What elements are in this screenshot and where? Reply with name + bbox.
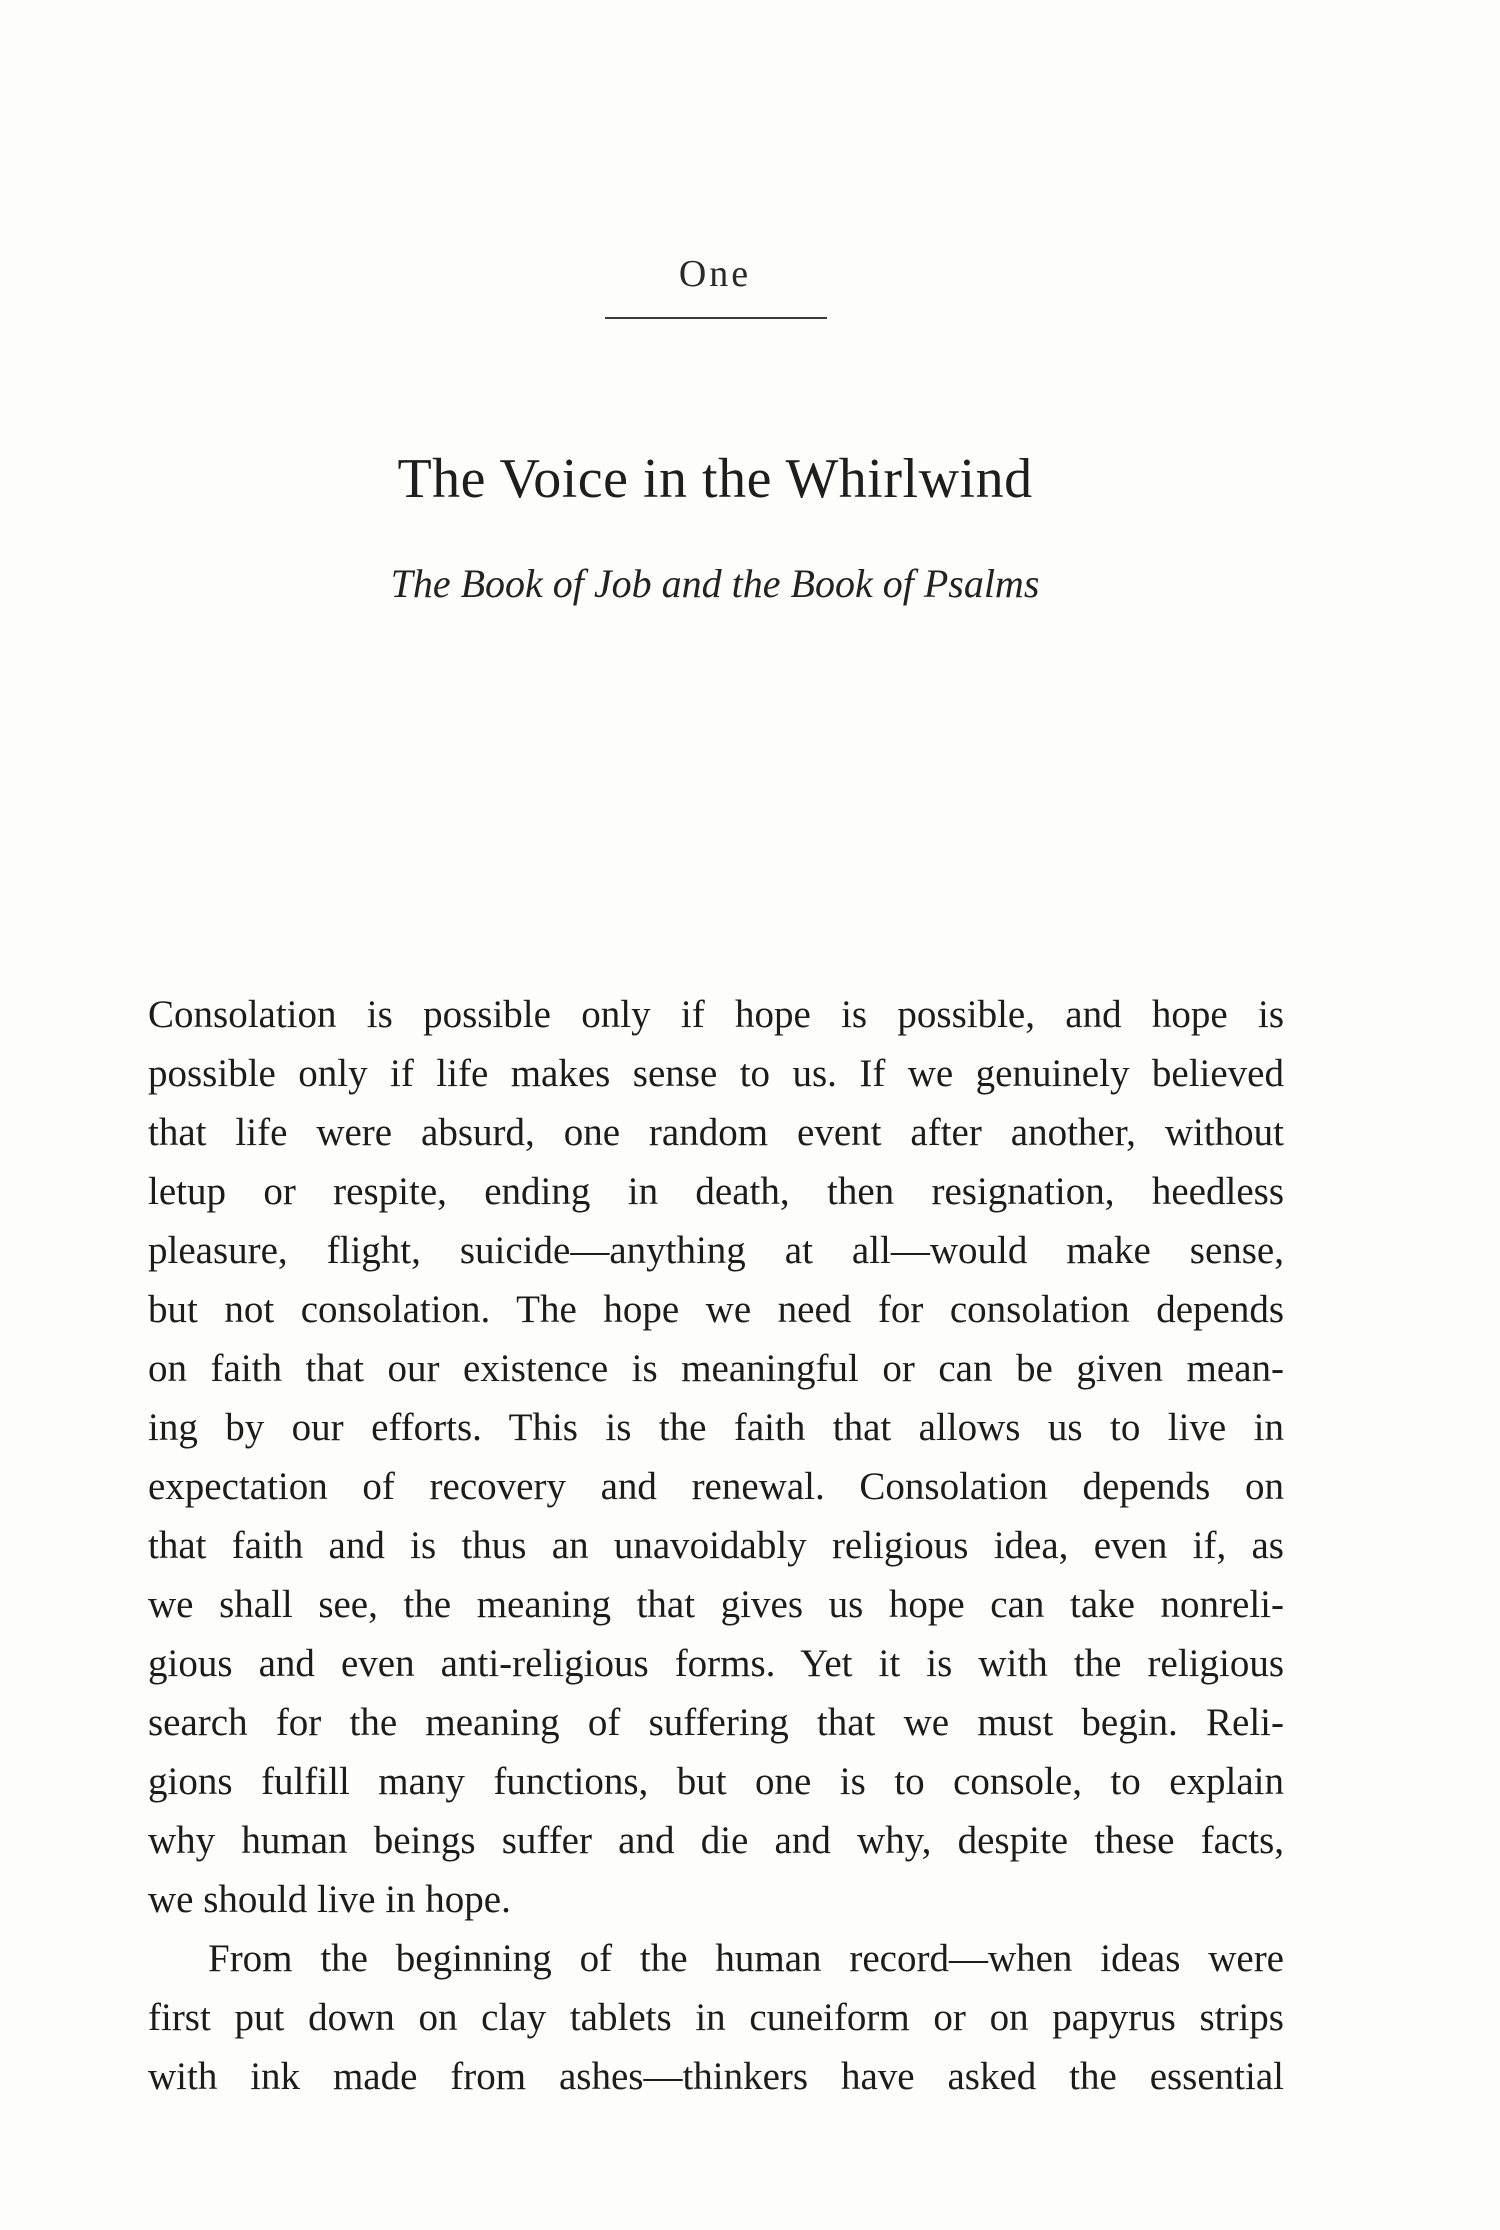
- text-line: expectation of recovery and renewal. Consolation depends on: [148, 1465, 1284, 1508]
- text-line: with ink made from ashes—thinkers have asked the essential: [148, 2055, 1284, 2098]
- text-line: From the beginning of the human record—when ideas were: [208, 1937, 1284, 1980]
- paragraph-1: [148, 985, 1284, 1929]
- text-line: that life were absurd, one random event after another, without: [148, 1111, 1284, 1154]
- text-line: Consolation is possible only if hope is possible, and hope is: [148, 993, 1284, 1036]
- text-line: pleasure, flight, suicide—anything at all—would make sense,: [148, 1229, 1284, 1272]
- text-line: that faith and is thus an unavoidably religious idea, even if, as: [148, 1524, 1284, 1567]
- text-line: first put down on clay tablets in cuneiform or on papyrus strips: [148, 1996, 1284, 2039]
- text-line: we shall see, the meaning that gives us hope can take nonreli-: [148, 1583, 1284, 1626]
- text-line: but not consolation. The hope we need for consolation depends: [148, 1288, 1284, 1331]
- chapter-subtitle: The Book of Job and the Book of Psalms: [390, 561, 1040, 606]
- text-line: letup or respite, ending in death, then resignation, heedless: [148, 1170, 1284, 1213]
- text-line: ing by our efforts. This is the faith that allows us to live in: [148, 1406, 1284, 1449]
- text-line: gions fulfill many functions, but one is to console, to explain: [148, 1760, 1284, 1803]
- text-line: gious and even anti-religious forms. Yet it is with the religious: [148, 1642, 1284, 1685]
- text-line: search for the meaning of suffering that we must begin. Reli-: [148, 1701, 1284, 1744]
- text-line: why human beings suffer and die and why, despite these facts,: [148, 1819, 1284, 1862]
- text-line: on faith that our existence is meaningful or can be given mean-: [148, 1347, 1284, 1390]
- chapter-divider-rule: [605, 317, 827, 319]
- chapter-number: One: [678, 253, 752, 295]
- chapter-body-text: [148, 985, 1284, 2106]
- text-line: possible only if life makes sense to us. If we genuinely believed: [148, 1052, 1284, 1095]
- paragraph-2: [148, 1929, 1284, 2106]
- chapter-title: The Voice in the Whirlwind: [397, 448, 1033, 510]
- text-line: we should live in hope.: [148, 1878, 511, 1921]
